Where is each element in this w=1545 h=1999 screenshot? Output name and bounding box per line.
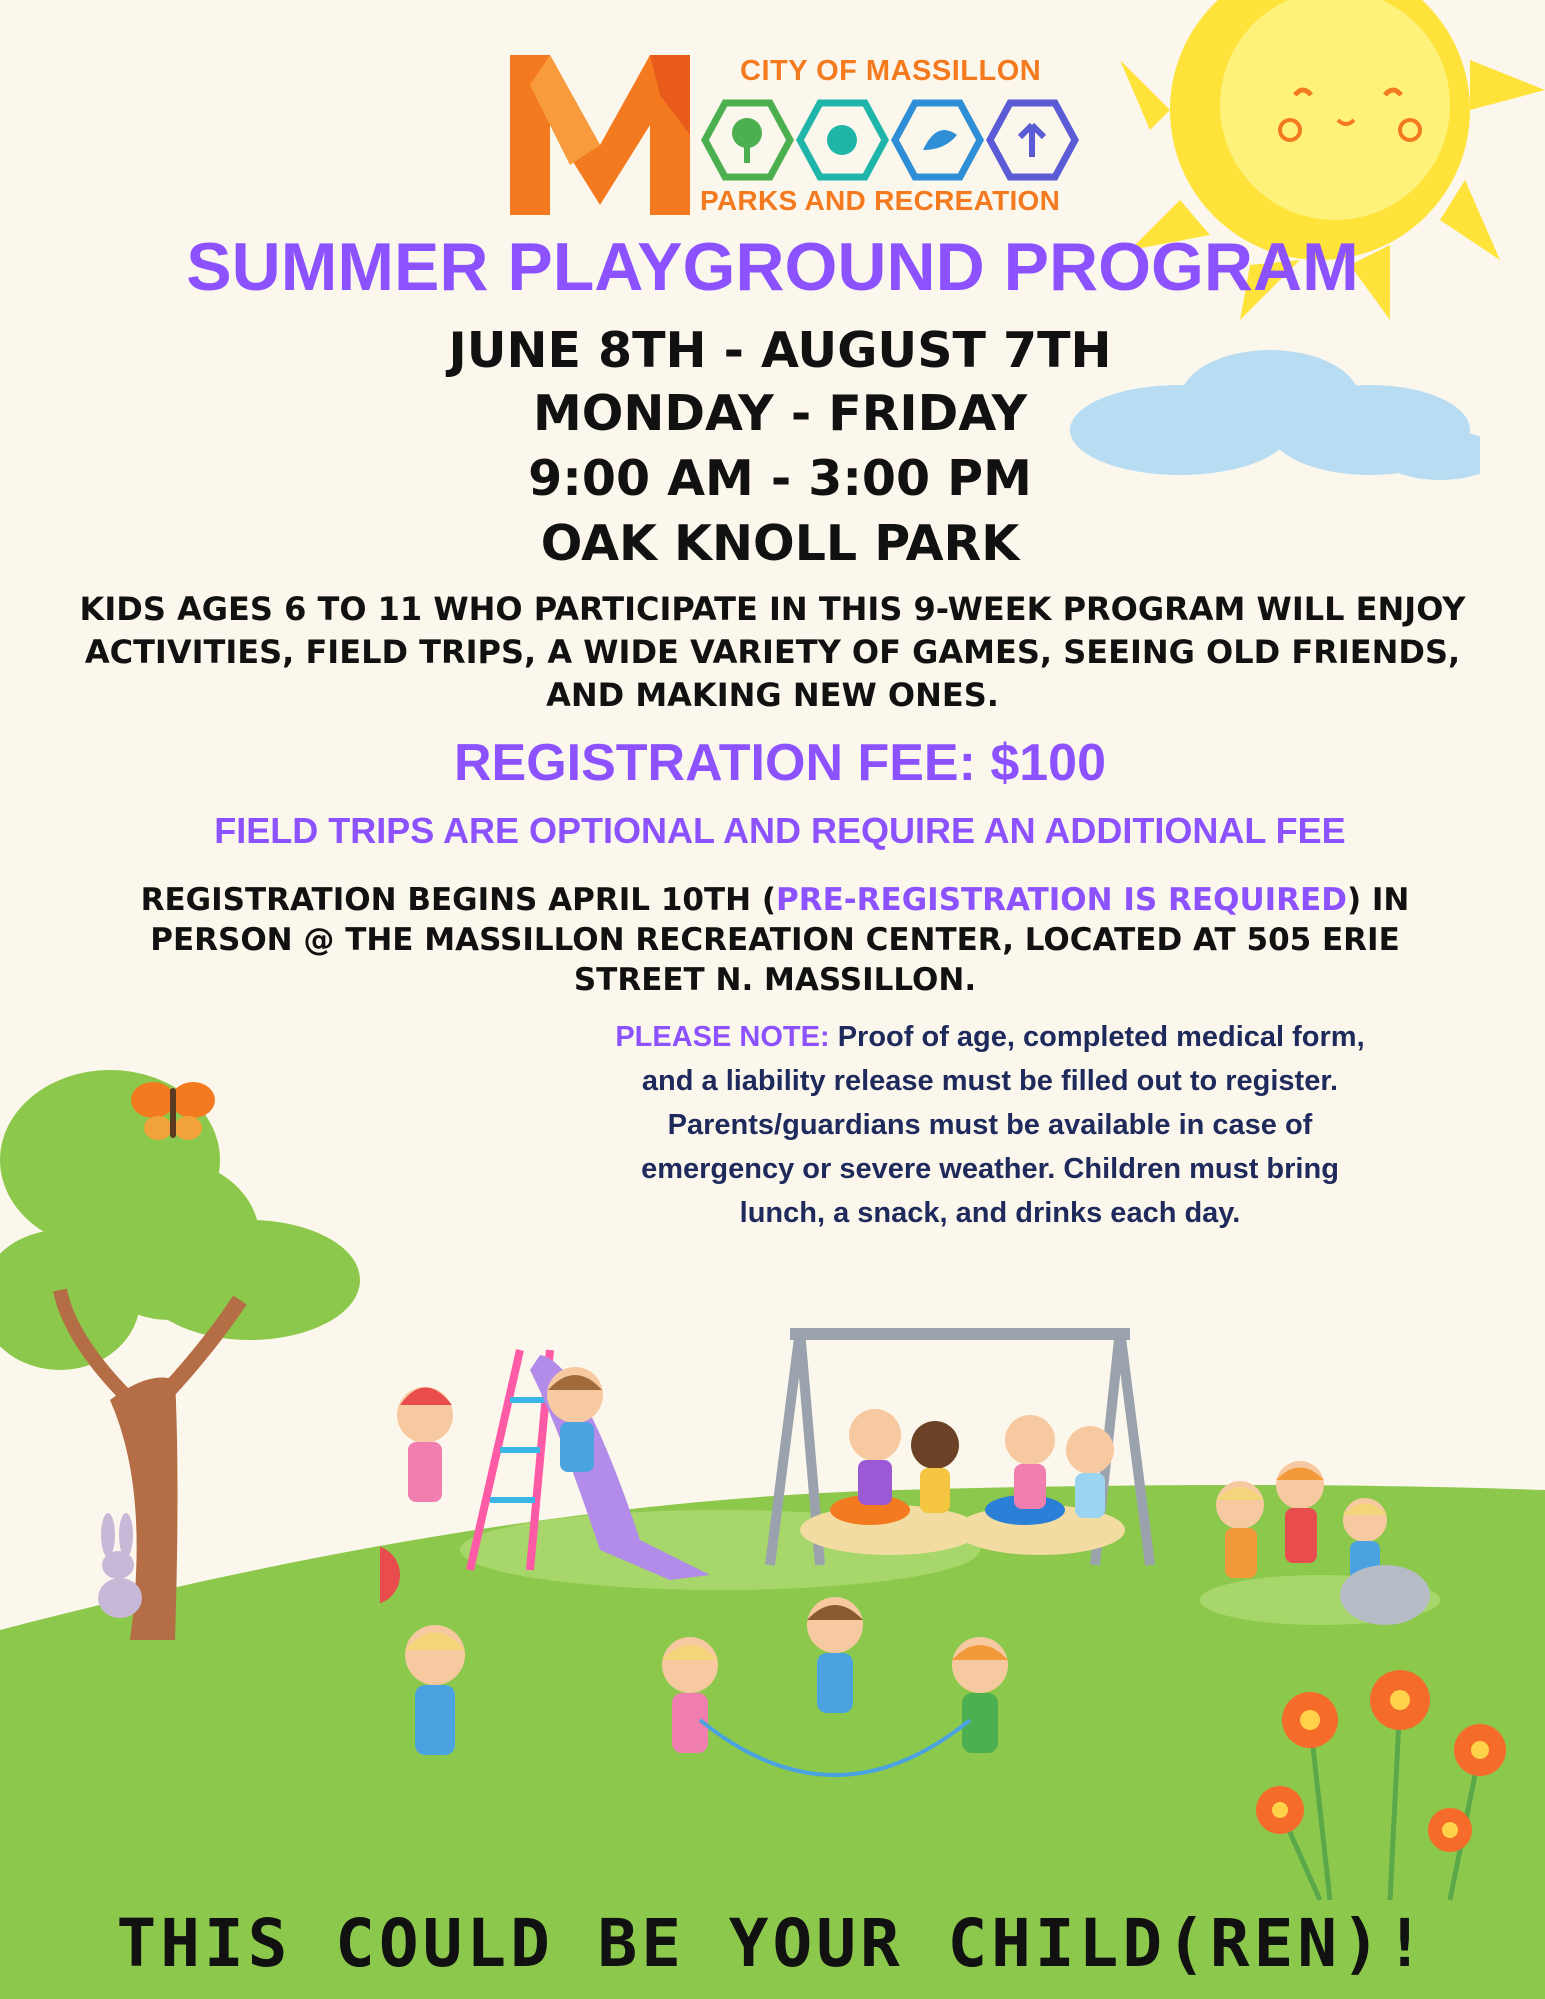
please-note-block [615,1015,1365,1235]
program-location: OAK KNOLL PARK [540,515,1020,572]
program-dates: JUNE 8TH - AUGUST 7TH [448,322,1112,379]
registration-text-start: REGISTRATION BEGINS APRIL 10TH ( [140,882,777,918]
bunny-illustration [90,1510,150,1620]
butterfly-icon [128,1070,218,1150]
tagline: THIS COULD BE YOUR CHILD(REN)! [116,1905,1429,1982]
program-title: SUMMER PLAYGROUND PROGRAM [186,229,1359,305]
flowers-illustration [1250,1660,1540,1910]
pre-registration-highlight: PRE-REGISTRATION IS REQUIRED [776,882,1347,918]
please-note-label: PLEASE NOTE: [615,1021,830,1053]
logo-hexagons [695,95,1085,185]
registration-fee: REGISTRATION FEE: $100 [453,734,1107,792]
please-note-text: Proof of age, completed medical form, and a liability release must be filled out to register. Parents/guardians must be available in case of emergency or severe weather. Children must bring lunch, a snack, and drinks each day. [641,1021,1365,1229]
logo-city-text: CITY OF MASSILLON [740,55,1042,87]
city-logo [510,55,1070,215]
registration-info [95,880,1455,1000]
program-days: MONDAY - FRIDAY [532,385,1028,442]
program-hours: 9:00 AM - 3:00 PM [528,450,1032,507]
program-description: KIDS AGES 6 TO 11 WHO PARTICIPATE IN THIS 9-WEEK PROGRAM WILL ENJOY ACTIVITIES, FIELD TRIPS, A WIDE VARIETY OF GAMES, SEEING OLD FRIENDS, AND MAKING NEW ONES. [79,590,1466,714]
registration-text-end: ) IN PERSON @ THE MASSILLON RECREATION CENTER, LOCATED AT 505 ERIE STREET N. MASSILLON. [150,882,1410,998]
logo-dept-text: PARKS AND RECREATION [700,185,1061,216]
logo-m-mark [510,55,690,215]
field-trips-note: FIELD TRIPS ARE OPTIONAL AND REQUIRE AN ADDITIONAL FEE [214,810,1346,851]
